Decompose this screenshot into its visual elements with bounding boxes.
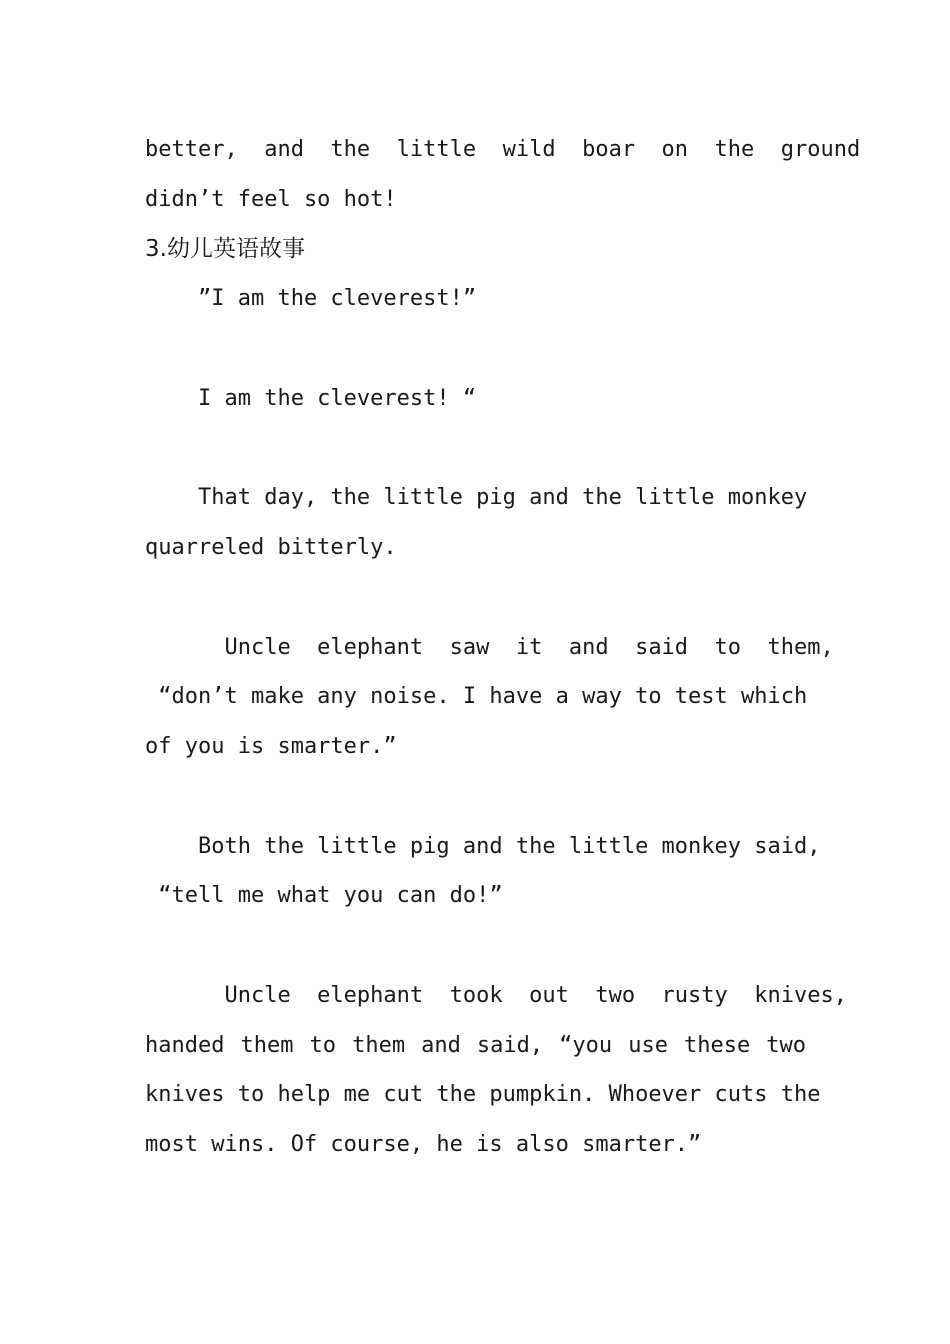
text-line: ”I am the cleverest!” <box>145 286 477 311</box>
text-line: Uncle elephant saw it and said to them, <box>145 635 834 660</box>
text-line: most wins. Of course, he is also smarter.” <box>145 1132 702 1157</box>
section-heading: 3.幼儿英语故事 <box>145 236 305 262</box>
text-line: handed them to them and said, “you use these two <box>145 1033 806 1058</box>
text-line: quarreled bitterly. <box>145 535 397 560</box>
text-line: Both the little pig and the little monkey said, <box>145 834 821 859</box>
text-line: Uncle elephant took out two rusty knives, <box>145 983 847 1008</box>
text-line: of you is smarter.” <box>145 734 397 759</box>
text-line: That day, the little pig and the little monkey <box>145 485 808 510</box>
text-line: didn’t feel so hot! <box>145 187 397 212</box>
text-line: knives to help me cut the pumpkin. Whoever cuts the <box>145 1082 821 1107</box>
text-line: “don’t make any noise. I have a way to test which <box>145 684 808 709</box>
text-line: I am the cleverest! “ <box>145 386 477 411</box>
text-line: better, and the little wild boar on the ground <box>145 137 861 162</box>
text-line: “tell me what you can do!” <box>145 883 503 908</box>
